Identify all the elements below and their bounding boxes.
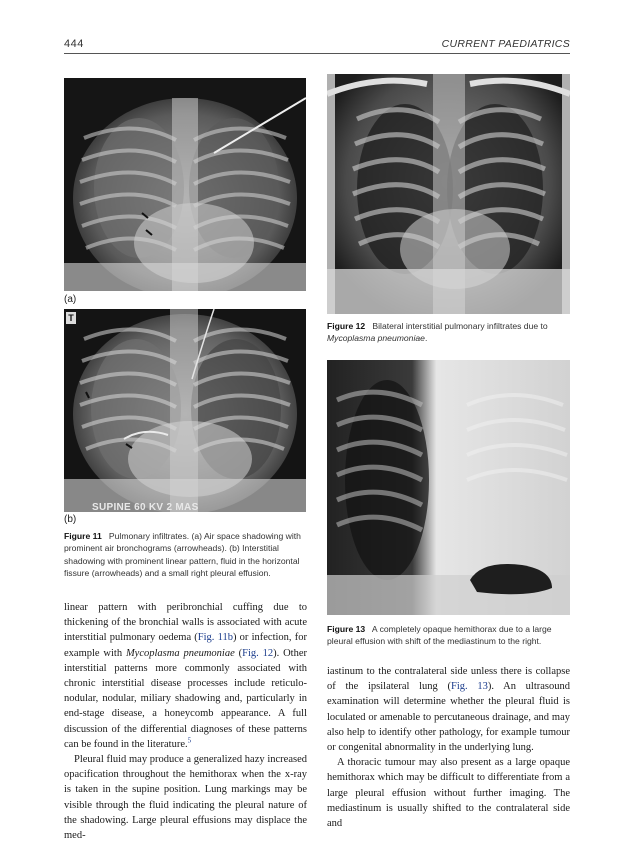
figure-12-caption-start: Bilateral interstitial pulmonary infiltrates due to xyxy=(372,321,548,331)
text-run: ( xyxy=(234,647,243,659)
figure-11-label: Figure 11 xyxy=(64,531,102,541)
figure-11b-label: (b) xyxy=(64,514,77,525)
figure-11a-label: (a) xyxy=(64,294,77,305)
journal-title: CURRENT PAEDIATRICS xyxy=(441,38,570,50)
figure-12-caption xyxy=(327,320,570,345)
figure-13-label: Figure 13 xyxy=(327,624,366,634)
figure-12-caption-end: . xyxy=(424,333,428,344)
figure-11b-reference-link[interactable]: Fig. 11b xyxy=(197,632,233,644)
right-paragraph-1 xyxy=(327,664,570,755)
figure-11-caption-text: Pulmonary infiltrates. (a) Air space shadowing with prominent air bronchograms (arrowheads). (b) Interstitial shadowing with prominent linear pattern, fluid in the horizontal fissure (arrowheads) and a small right pleural effusion. xyxy=(64,531,301,579)
header-rule xyxy=(64,53,570,54)
text-run: ) or infection, for example with xyxy=(64,632,307,659)
figure-12-label: Figure 12 xyxy=(327,321,366,331)
left-paragraph-1 xyxy=(64,600,307,752)
right-paragraph-2: A thoracic tumour may also present as a large opaque hemithorax which may be difficult to differentiate from a large pleural effusion without further imaging. The mediastinum is usually shifted to the contralateral side and xyxy=(327,757,570,830)
film-annotation: SUPINE 60 KV 2 MAS xyxy=(92,502,199,513)
text-run: ). Other interstitial patterns more commonly associated with chronic interstitial disease processes include reticulo-nodular, nodular, miliary shadowing and, particularly in end-stage disease, a honeycomb appearance. A full discussion of the differential diagnoses of these patterns can be found in the literature. xyxy=(64,647,307,750)
left-paragraph-2: Pleural fluid may produce a generalized hazy increased opacification throughout the hemithorax when the x-ray is taken in the supine position. Lung markings may be visible through the fluid indicating the pleural nature of the shadowing. Large pleural effusions may displace the med- xyxy=(64,754,307,842)
figure-13-caption-text: A completely opaque hemithorax due to a large pleural effusion with shift of the mediastinum to the right. xyxy=(327,624,552,647)
text-run: linear pattern with peribronchial cuffing due to thickening of the bronchial walls is associated with acute interstitial pulmonary oedema ( xyxy=(64,602,307,644)
left-body-column xyxy=(64,600,307,843)
figure-13-caption xyxy=(327,623,570,648)
right-body-column xyxy=(327,664,570,831)
figure-13-xray xyxy=(327,360,570,615)
figure-11-caption xyxy=(64,530,306,580)
citation-reference-link[interactable]: 5 xyxy=(187,736,192,745)
figure-11a-xray xyxy=(64,78,306,291)
text-run: iastinum to the contralateral side unless there is collapse of the ipsilateral lung ( xyxy=(327,666,570,693)
text-run: ). An ultrasound examination will determine whether the pleural fluid is loculated or amenable to percutaneous drainage, and may also help to identify other pathology, for example tumour or congenital abnormality in the underlying lung. xyxy=(327,681,571,754)
figure-11b-xray xyxy=(64,309,306,512)
organism-name: Mycoplasma pneumoniae xyxy=(125,647,235,659)
figure-12-xray xyxy=(327,74,570,314)
figure-13-reference-link[interactable]: Fig. 13 xyxy=(451,681,488,693)
figure-12-reference-link[interactable]: Fig. 12 xyxy=(242,647,274,659)
film-side-marker: T xyxy=(66,312,76,324)
page-number: 444 xyxy=(64,38,84,50)
figure-12-caption-organism: Mycoplasma pneumoniae xyxy=(327,333,425,344)
